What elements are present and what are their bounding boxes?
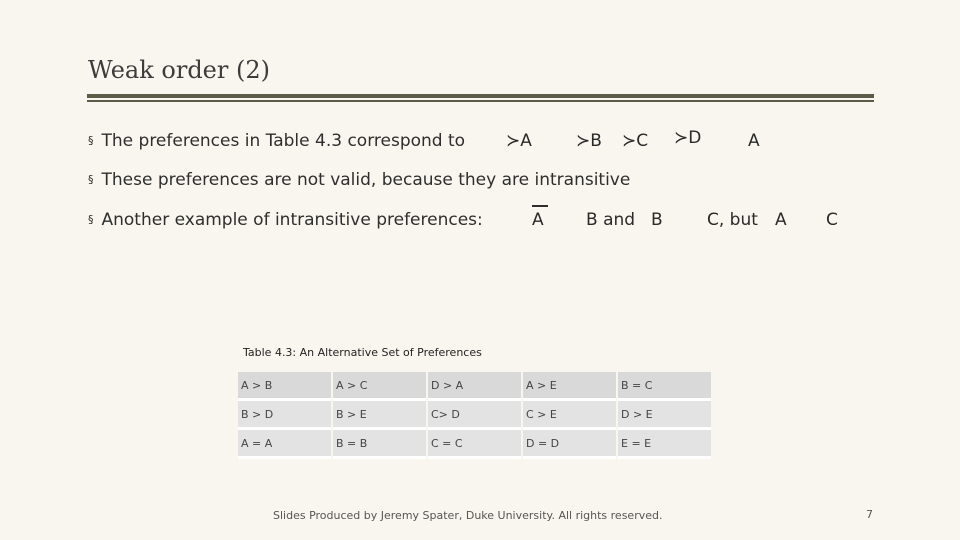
bullet-3: [88, 210, 483, 230]
bullet-2: [88, 170, 630, 190]
bullet-mark: §: [88, 134, 94, 147]
intrans-b: B: [651, 210, 663, 230]
pref-b: ≻B: [576, 131, 602, 151]
pref-a-end: A: [748, 131, 760, 151]
bullet-1-text: The preferences in Table 4.3 correspond to: [101, 131, 466, 151]
bullet-2-text: These preferences are not valid, because they are intransitive: [101, 170, 631, 190]
table-cell: C > E: [523, 401, 616, 430]
preferences-table: [236, 372, 713, 459]
table-cell: A = A: [238, 430, 331, 459]
bullet-3-text: Another example of intransitive preferences:: [101, 210, 483, 230]
table-cell: B = B: [333, 430, 426, 459]
intrans-b-and: B and: [586, 210, 636, 230]
title-rule-thick: [87, 94, 874, 98]
table-cell: B = C: [618, 372, 711, 401]
page-number: 7: [866, 508, 873, 521]
slide-title: Weak order (2): [88, 56, 270, 84]
table-cell: A > B: [238, 372, 331, 401]
intrans-c-but: C, but: [707, 210, 758, 230]
bullet-1: [88, 131, 465, 151]
table-cell: B > D: [238, 401, 331, 430]
intrans-a-2: A: [775, 210, 787, 230]
preference-symbol-overlay: [532, 205, 548, 207]
bullet-mark: §: [88, 213, 94, 226]
table-cell: D = D: [523, 430, 616, 459]
table-cell: E = E: [618, 430, 711, 459]
table-caption: Table 4.3: An Alternative Set of Preferences: [243, 346, 482, 359]
table-row: [238, 372, 711, 401]
table-row: [238, 401, 711, 430]
pref-a: ≻A: [506, 131, 532, 151]
table-row: [238, 430, 711, 459]
pref-d: ≻D: [674, 128, 702, 148]
bullet-mark: §: [88, 173, 94, 186]
table-cell: A > C: [333, 372, 426, 401]
table-cell: C> D: [428, 401, 521, 430]
intrans-c-2: C: [826, 210, 838, 230]
table-cell: D > E: [618, 401, 711, 430]
table-cell: D > A: [428, 372, 521, 401]
pref-c: ≻C: [622, 131, 649, 151]
slide-footer: Slides Produced by Jeremy Spater, Duke University. All rights reserved.: [273, 509, 663, 522]
intrans-a: A: [532, 210, 544, 230]
table-cell: C = C: [428, 430, 521, 459]
title-rule-thin: [87, 100, 874, 102]
table-cell: B > E: [333, 401, 426, 430]
table-cell: A > E: [523, 372, 616, 401]
